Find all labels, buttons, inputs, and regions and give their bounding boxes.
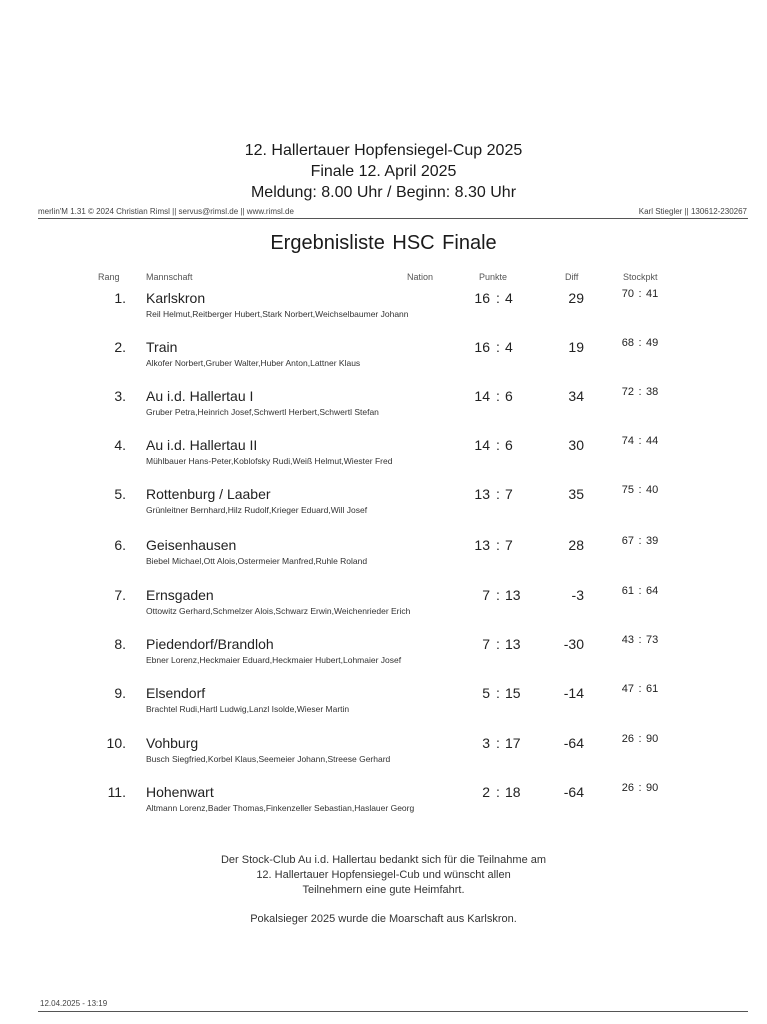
col-header-mannschaft: Mannschaft bbox=[146, 272, 193, 282]
points-separator: : bbox=[496, 388, 500, 404]
stock-points-separator: : bbox=[638, 484, 642, 496]
difference: 34 bbox=[568, 388, 584, 404]
rank-cell: 9. bbox=[114, 685, 126, 701]
page-title: Ergebnisliste HSC Finale bbox=[270, 232, 497, 254]
team-name: Vohburg bbox=[146, 735, 199, 751]
print-timestamp: 12.04.2025 - 13:19 bbox=[40, 999, 108, 1008]
points-separator: : bbox=[496, 784, 500, 800]
points-won: 14 bbox=[474, 388, 490, 404]
points-lost: 18 bbox=[505, 784, 521, 800]
points-separator: : bbox=[496, 290, 500, 306]
stock-points-lost: 73 bbox=[646, 634, 659, 646]
team-players: Grünleitner Bernhard,Hilz Rudolf,Krieger Eduard,Will Josef bbox=[146, 505, 368, 515]
thanks-line-2: 12. Hallertauer Hopfensiegel-Cub und wünscht allen bbox=[256, 869, 511, 881]
stock-points-lost: 40 bbox=[646, 484, 659, 496]
col-header-nation: Nation bbox=[407, 272, 434, 282]
rank-cell: 1. bbox=[114, 290, 126, 306]
team-name: Piedendorf/Brandloh bbox=[146, 636, 274, 652]
stock-points-won: 74 bbox=[621, 435, 634, 447]
stock-points-separator: : bbox=[638, 585, 642, 597]
table-row bbox=[0, 290, 767, 330]
stock-points-lost: 38 bbox=[646, 386, 659, 398]
table-row bbox=[0, 437, 767, 477]
table-row bbox=[0, 784, 767, 824]
stock-points-separator: : bbox=[638, 386, 642, 398]
points-won: 3 bbox=[482, 735, 490, 751]
points-separator: : bbox=[496, 587, 500, 603]
stock-points-won: 61 bbox=[621, 585, 634, 597]
points-won: 7 bbox=[482, 587, 490, 603]
difference: 35 bbox=[568, 486, 584, 502]
team-players: Brachtel Rudi,Hartl Ludwig,Lanzl Isolde,Wieser Martin bbox=[146, 704, 350, 714]
col-header-stockpkt: Stockpkt bbox=[623, 272, 658, 282]
rank-cell: 2. bbox=[114, 339, 126, 355]
team-name: Ernsgaden bbox=[146, 587, 214, 603]
rank-cell: 5. bbox=[114, 486, 126, 502]
stock-points-won: 68 bbox=[621, 337, 634, 349]
points-lost: 15 bbox=[505, 685, 521, 701]
points-separator: : bbox=[496, 735, 500, 751]
stock-points-separator: : bbox=[638, 683, 642, 695]
stock-points-won: 26 bbox=[621, 733, 634, 745]
points-lost: 7 bbox=[505, 486, 513, 502]
points-separator: : bbox=[496, 437, 500, 453]
stock-points-separator: : bbox=[638, 337, 642, 349]
event-times: Meldung: 8.00 Uhr / Beginn: 8.30 Uhr bbox=[250, 184, 517, 201]
cup-winner-note: Pokalsieger 2025 wurde die Moarschaft aus Karlskron. bbox=[250, 913, 517, 925]
table-row bbox=[0, 486, 767, 526]
difference: -64 bbox=[563, 735, 584, 751]
team-name: Au i.d. Hallertau I bbox=[146, 388, 254, 404]
stock-points-won: 43 bbox=[621, 634, 634, 646]
team-players: Mühlbauer Hans-Peter,Koblofsky Rudi,Weiß Helmut,Wiester Fred bbox=[146, 456, 393, 466]
col-header-rang: Rang bbox=[98, 272, 120, 282]
rank-cell: 8. bbox=[114, 636, 126, 652]
points-lost: 17 bbox=[505, 735, 521, 751]
team-players: Ebner Lorenz,Heckmaier Eduard,Heckmaier Hubert,Lohmaier Josef bbox=[146, 655, 402, 665]
event-title: 12. Hallertauer Hopfensiegel-Cup 2025 bbox=[244, 142, 523, 159]
team-players: Biebel Michael,Ott Alois,Ostermeier Manfred,Ruhle Roland bbox=[146, 556, 368, 566]
stock-points-separator: : bbox=[638, 288, 642, 300]
team-players: Reil Helmut,Reitberger Hubert,Stark Norbert,Weichselbaumer Johann bbox=[146, 309, 409, 319]
event-date: Finale 12. April 2025 bbox=[310, 163, 457, 180]
points-won: 16 bbox=[474, 339, 490, 355]
stock-points-separator: : bbox=[638, 733, 642, 745]
team-name: Rottenburg / Laaber bbox=[146, 486, 271, 502]
points-lost: 4 bbox=[505, 290, 513, 306]
thanks-line-3: Teilnehmern eine gute Heimfahrt. bbox=[302, 884, 465, 896]
team-players: Alkofer Norbert,Gruber Walter,Huber Anton,Lattner Klaus bbox=[146, 358, 361, 368]
difference: 30 bbox=[568, 437, 584, 453]
points-won: 5 bbox=[482, 685, 490, 701]
col-header-punkte: Punkte bbox=[479, 272, 508, 282]
team-name: Geisenhausen bbox=[146, 537, 237, 553]
stock-points-lost: 49 bbox=[646, 337, 659, 349]
difference: 29 bbox=[568, 290, 584, 306]
rank-cell: 4. bbox=[114, 437, 126, 453]
stock-points-lost: 64 bbox=[646, 585, 659, 597]
points-separator: : bbox=[496, 636, 500, 652]
table-row bbox=[0, 735, 767, 775]
team-players: Busch Siegfried,Korbel Klaus,Seemeier Johann,Streese Gerhard bbox=[146, 754, 391, 764]
stock-points-won: 26 bbox=[621, 782, 634, 794]
stock-points-lost: 90 bbox=[646, 782, 659, 794]
points-lost: 13 bbox=[505, 636, 521, 652]
rank-cell: 6. bbox=[114, 537, 126, 553]
points-won: 16 bbox=[474, 290, 490, 306]
team-name: Elsendorf bbox=[146, 685, 206, 701]
rank-cell: 3. bbox=[114, 388, 126, 404]
col-header-diff: Diff bbox=[565, 272, 579, 282]
software-credit: merlin'M 1.31 © 2024 Christian Rimsl || servus@rimsl.de || www.rimsl.de bbox=[38, 207, 294, 216]
stock-points-won: 67 bbox=[621, 535, 634, 547]
difference: -14 bbox=[563, 685, 584, 701]
rank-cell: 10. bbox=[106, 735, 126, 751]
team-name: Karlskron bbox=[146, 290, 206, 306]
stock-points-separator: : bbox=[638, 634, 642, 646]
stock-points-won: 75 bbox=[621, 484, 634, 496]
points-lost: 7 bbox=[505, 537, 513, 553]
team-players: Altmann Lorenz,Bader Thomas,Finkenzeller Sebastian,Haslauer Georg bbox=[146, 803, 415, 813]
team-name: Hohenwart bbox=[146, 784, 214, 800]
points-separator: : bbox=[496, 537, 500, 553]
table-row bbox=[0, 537, 767, 577]
team-players: Ottowitz Gerhard,Schmelzer Alois,Schwarz Erwin,Weichenrieder Erich bbox=[146, 606, 411, 616]
operator-credit: Karl Stiegler || 130612-230267 bbox=[638, 207, 747, 216]
points-lost: 4 bbox=[505, 339, 513, 355]
thanks-line-1: Der Stock-Club Au i.d. Hallertau bedankt sich für die Teilnahme am bbox=[220, 854, 547, 866]
table-row bbox=[0, 339, 767, 379]
stock-points-separator: : bbox=[638, 782, 642, 794]
difference: 19 bbox=[568, 339, 584, 355]
points-separator: : bbox=[496, 685, 500, 701]
team-name: Train bbox=[146, 339, 178, 355]
header-divider bbox=[38, 218, 748, 219]
points-lost: 13 bbox=[505, 587, 521, 603]
points-separator: : bbox=[496, 486, 500, 502]
points-won: 13 bbox=[474, 537, 490, 553]
stock-points-won: 70 bbox=[621, 288, 634, 300]
rank-cell: 11. bbox=[107, 784, 126, 800]
stock-points-separator: : bbox=[638, 435, 642, 447]
difference: 28 bbox=[568, 537, 584, 553]
stock-points-lost: 61 bbox=[646, 683, 659, 695]
difference: -30 bbox=[563, 636, 584, 652]
points-won: 7 bbox=[482, 636, 490, 652]
points-lost: 6 bbox=[505, 437, 513, 453]
stock-points-won: 47 bbox=[621, 683, 634, 695]
points-won: 13 bbox=[474, 486, 490, 502]
stock-points-won: 72 bbox=[621, 386, 634, 398]
points-won: 2 bbox=[482, 784, 490, 800]
points-lost: 6 bbox=[505, 388, 513, 404]
team-name: Au i.d. Hallertau II bbox=[146, 437, 258, 453]
table-row bbox=[0, 388, 767, 428]
table-row bbox=[0, 636, 767, 676]
stock-points-separator: : bbox=[638, 535, 642, 547]
rank-cell: 7. bbox=[114, 587, 126, 603]
points-won: 14 bbox=[474, 437, 490, 453]
team-players: Gruber Petra,Heinrich Josef,Schwertl Herbert,Schwertl Stefan bbox=[146, 407, 379, 417]
table-row bbox=[0, 587, 767, 627]
stock-points-lost: 39 bbox=[646, 535, 659, 547]
footer-divider bbox=[38, 1011, 748, 1012]
points-separator: : bbox=[496, 339, 500, 355]
stock-points-lost: 90 bbox=[646, 733, 659, 745]
stock-points-lost: 41 bbox=[646, 288, 659, 300]
stock-points-lost: 44 bbox=[646, 435, 659, 447]
difference: -3 bbox=[571, 587, 584, 603]
difference: -64 bbox=[563, 784, 584, 800]
table-row bbox=[0, 685, 767, 725]
